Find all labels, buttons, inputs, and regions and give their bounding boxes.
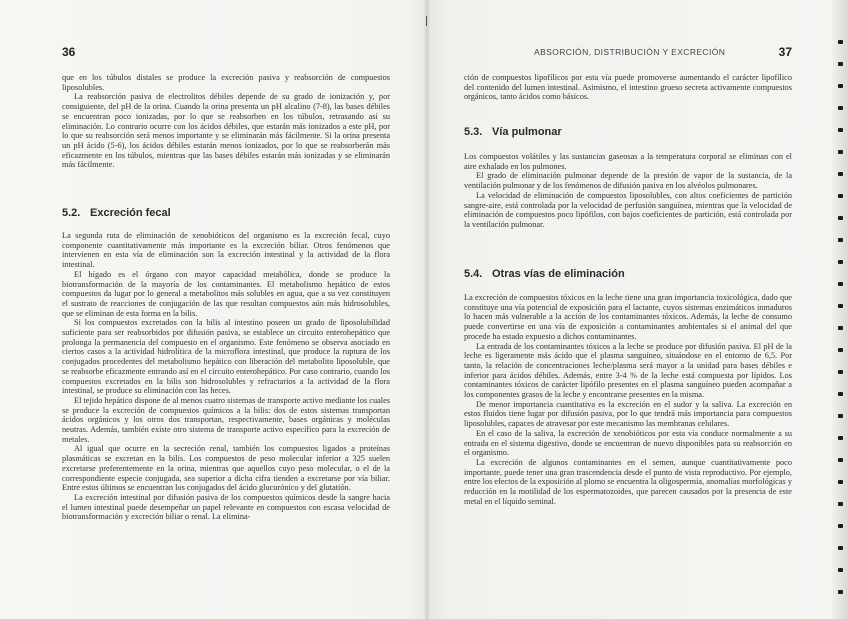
section-title: Vía pulmonar bbox=[492, 126, 562, 138]
binding-hole bbox=[838, 106, 843, 110]
paragraph: Los compuestos volátiles y las sustancias gaseosas a la temperatura corporal se eliminan con el aire exhalado en los pulmones. bbox=[464, 152, 792, 171]
paragraph: En el caso de la saliva, la excreción de xenobióticos por esta vía conduce normalmente a su entrada en el sistema digestivo, donde se encuentran de nuevo disponibles para su reabsorción en el organismo. bbox=[464, 428, 792, 458]
binding-hole bbox=[838, 172, 843, 176]
paragraph: La excreción intestinal por difusión pasiva de los compuestos químicos desde la sangre hacia el lumen intestinal puede desempeñar un papel relevante en compuestos con escasa velocidad de biotransformación y excreción biliar o renal. La elimina- bbox=[62, 492, 390, 522]
book-gutter bbox=[424, 0, 430, 619]
section-heading bbox=[464, 268, 625, 280]
section-heading bbox=[62, 207, 171, 219]
binding-hole bbox=[838, 40, 843, 44]
section-number: 5.2. bbox=[62, 207, 81, 219]
gutter-mark bbox=[426, 16, 427, 26]
section-body bbox=[464, 293, 792, 506]
paragraph: La excreción de algunos contaminantes en el semen, aunque cuantitativamente poco importante, puede tener una gran trascendencia desde el punto de vista reproductivo. Por ejemplo, entre los efectos de la exposición al plomo se encuentra la oligospermia, anomalías morfológicas y reducción en la motilidad de los espermatozoides, que parecen causados por la presencia de este metal en el líquido seminal. bbox=[464, 457, 792, 506]
binding-hole bbox=[838, 590, 843, 594]
paragraph: que en los túbulos distales se produce la excreción pasiva y reabsorción de compuestos liposolubles. bbox=[62, 73, 390, 92]
paragraph: La velocidad de eliminación de compuestos liposolubles, con altos coeficientes de partición sangre-aire, está controlada por la velocidad de perfusión sanguínea, mientras que la velocidad de eliminación de compuestos poco lipófilos, con bajos coeficientes de partición, está controlada por la ventilación pulmonar. bbox=[464, 190, 792, 229]
binding-hole bbox=[838, 304, 843, 308]
paragraph: El hígado es el órgano con mayor capacidad metabólica, donde se produce la biotransformación de la mayoría de los contaminantes. El metabolismo hepático de estos compuestos da lugar por lo general a metabolitos más solubles en agua, que a su vez constituyen el sustrato de reacciones de conjugación de las que resultan compuestos aún más hidrosolubles, que se eliminan de esta forma en la bilis. bbox=[62, 269, 390, 318]
paragraph: El grado de eliminación pulmonar depende de la presión de vapor de la sustancia, de la ventilación pulmonar y de los fenómenos de difusión pasiva en los alvéolos pulmonares. bbox=[464, 171, 792, 191]
paragraph: La entrada de los contaminantes tóxicos a la leche se produce por difusión pasiva. El pH de la leche es ligeramente más ácido que el plasma sanguíneo, situándose en el entorno de 6,5. Por tanto, la relación de concentraciones leche/plasma será mayor a la unidad para bases débiles e inferior para ácidos débiles. Además, entre 3-4 % de la leche está compuesta por lípidos. Los contaminantes tóxicos de carácter lipófilo presentes en el plasma sanguíneo pueden acompañar a los componentes grasos de la leche y encontrarse presentes en la misma. bbox=[464, 341, 792, 400]
paragraph: El tejido hepático dispone de al menos cuatro sistemas de transporte activo mediante los cuales se produce la excreción de compuestos químicos a la bilis: dos de estos sistemas transportan ácidos orgánicos y los otros dos transportan, respectivamente, bases orgánicas y moléculas neutras. Además, también existe otro sistema de transporte activo específico para la excreción de metales. bbox=[62, 395, 390, 444]
section-title: Otras vías de eliminación bbox=[492, 268, 625, 280]
section-number: 5.4. bbox=[464, 268, 483, 280]
paragraph: ción de compuestos lipofílicos por esta vía puede promoverse aumentando el carácter lipofílico del contenido del lumen intestinal. Asimismo, el intestino grueso secreta activamente compuestos orgánicos, tanto ácidos como básicos. bbox=[464, 73, 792, 102]
section-heading bbox=[464, 126, 562, 138]
running-header: ABSORCIÓN, DISTRIBUCIÓN Y EXCRECIÓN bbox=[534, 47, 726, 57]
binding-hole bbox=[838, 546, 843, 550]
binding-hole bbox=[838, 326, 843, 330]
binding-hole bbox=[838, 238, 843, 242]
binding-hole bbox=[838, 436, 843, 440]
section-body bbox=[62, 231, 390, 522]
paragraph: Si los compuestos excretados con la bilis al intestino poseen un grado de liposolubilidad suficiente para ser reabsorbidos por difusión pasiva, se establece un circuito enterohepático que prolonga la permanencia del compuesto en el organismo. Este fenómeno se observa asociado en ciertos casos a la actividad hidrolítica de la microflora intestinal, que produce la ruptura de los conjugados procedentes del metabolismo hepático con liberación del metabolito liposoluble, que se reabsorbe eficazmente entrando así en el circuito enterohepático. Por caso contrario, cuando los compuestos excretados en la bilis son hidrosolubles y refractarios a la actividad de la flora intestinal, se produce su eliminación con las heces. bbox=[62, 318, 390, 396]
binding-hole bbox=[838, 502, 843, 506]
paragraph: La segunda ruta de eliminación de xenobióticos del organismo es la excreción fecal, cuyo componente cuantitativamente más importante es la excreción biliar. Otros fenómenos que intervienen en esta vía de eliminación son la excreción intestinal y la actividad de la flora intestinal. bbox=[62, 231, 390, 270]
binding-hole bbox=[838, 62, 843, 66]
binding-hole bbox=[838, 194, 843, 198]
binding-hole bbox=[838, 392, 843, 396]
binding-hole bbox=[838, 348, 843, 352]
binding-hole bbox=[838, 282, 843, 286]
binding-hole bbox=[838, 370, 843, 374]
section-number: 5.3. bbox=[464, 126, 483, 138]
binding-hole bbox=[838, 216, 843, 220]
section-title: Excreción fecal bbox=[90, 207, 171, 219]
binding-hole bbox=[838, 260, 843, 264]
binding-hole bbox=[838, 414, 843, 418]
spiral-binding bbox=[832, 0, 848, 619]
paragraph: La excreción de compuestos tóxicos en la leche tiene una gran importancia toxicológica, dado que constituye una vía potencial de exposición para el lactante, cuyos sistemas enzimáticos inmaduros lo hacen más vulnerable a la acción de los contaminantes tóxicos. Además, la leche de consumo puede convertirse en una vía de exposición a contaminantes ambientales si el animal del que procede ha estado expuesto a dichos contaminantes. bbox=[464, 293, 792, 341]
binding-hole bbox=[838, 568, 843, 572]
paragraph: De menor importancia cuantitativa es la excreción en el sudor y la saliva. La excreción en estos fluidos tiene lugar por difusión pasiva, por lo que tendrá más importancia para compuestos liposolubles, capaces de atravesar por este mecanismo las membranas celulares. bbox=[464, 399, 792, 429]
paragraph: Al igual que ocurre en la secreción renal, también los compuestos ligados a proteínas plasmáticas se excretan en la bilis. Los compuestos de peso molecular inferior a 325 suelen excretarse preferentemente en la orina, mientras que aquellos cuyo peso molecular, o el de la correspondiente especie conjugada, sea superior a dicha cifra tienden a excretarse por vía biliar. Entre estos últimos se encuentran los conjugados del ácido glucurónico y del glutatión. bbox=[62, 444, 390, 493]
binding-hole bbox=[838, 84, 843, 88]
binding-hole bbox=[838, 524, 843, 528]
binding-hole bbox=[838, 458, 843, 462]
binding-hole bbox=[838, 150, 843, 154]
paragraph: La reabsorción pasiva de electrolitos débiles depende de su grado de ionización y, por consiguiente, del pH de la orina. Cuando la orina presenta un pH alcalino (7-8), las bases débiles se encuentran poco ionizadas, por lo que se reabsorben en los túbulos, retrasando así su eliminación. Lo contrario ocurre con los ácidos débiles, que estarán más ionizados a este pH, por lo que su reabsorción será menos importante y se eliminarán más fácilmente. Si la orina presenta un pH ácido (5-6), los ácidos débiles estarán menos ionizados, por lo que se reabsorberán más eficazmente en los túbulos, mientras que las bases débiles estarán más ionizadas y se eliminarán más fácilmente. bbox=[62, 92, 390, 170]
binding-hole bbox=[838, 480, 843, 484]
binding-hole bbox=[838, 128, 843, 132]
left-intro-text bbox=[62, 73, 390, 170]
page-number: 36 bbox=[62, 45, 76, 59]
section-body bbox=[464, 152, 792, 230]
right-intro-text bbox=[464, 73, 792, 102]
page-number: 37 bbox=[778, 45, 792, 59]
